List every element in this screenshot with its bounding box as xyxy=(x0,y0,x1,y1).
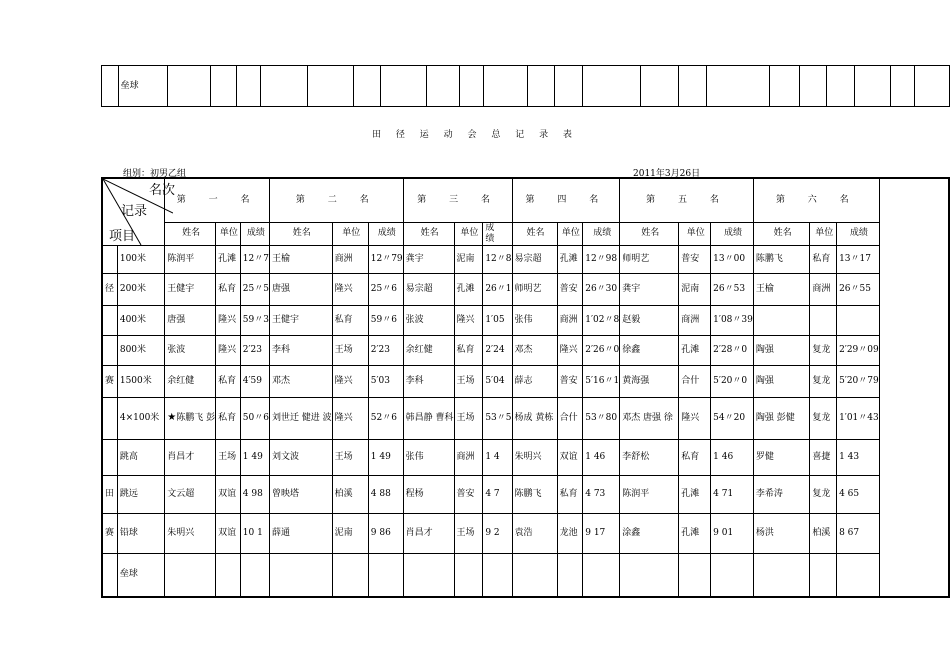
rank-1-name-cell: 文云超 xyxy=(165,475,216,513)
rank-1-name-cell: 朱明兴 xyxy=(165,513,216,553)
col-name-header: 姓名 xyxy=(620,222,679,245)
rank-2-name-cell: 曾映塔 xyxy=(269,475,332,513)
category-cell xyxy=(102,245,117,273)
athlete-name: 陈鹏飞 彭 xyxy=(176,413,216,423)
corner-record-label: 记录 xyxy=(121,204,148,219)
rank-2-unit-cell: 柏溪 xyxy=(332,475,368,513)
rank-5-unit-cell xyxy=(679,553,711,597)
rank-2-name-cell: 刘世迁 健进 波 xyxy=(269,397,332,439)
rank-1-score-cell: 12〃7 xyxy=(240,245,269,273)
rank-6-unit-cell xyxy=(810,553,837,597)
rank-5-unit-cell: 孔滩 xyxy=(679,513,711,553)
rank-3-unit-cell: 商洲 xyxy=(454,439,483,475)
rank-5-name-cell: 龚宇 xyxy=(620,273,679,305)
rank-1-name-cell: 唐强 xyxy=(165,305,216,335)
rank-5-score-cell: 2′28〃0 xyxy=(711,335,754,365)
rank-2-name-cell: 唐强 xyxy=(269,273,332,305)
table-row xyxy=(102,475,949,513)
rank-1-unit-cell: 私育 xyxy=(216,397,241,439)
col-name-header: 姓名 xyxy=(403,222,454,245)
rank-1-score-cell xyxy=(240,553,269,597)
rank-3-score-cell: 12〃8 xyxy=(483,245,512,273)
rank-1-unit-cell: 私育 xyxy=(216,273,241,305)
rank-5-unit-cell: 孔滩 xyxy=(679,475,711,513)
rank-3-score-cell: 2′24 xyxy=(483,335,512,365)
rank-4-header: 第 四 名 xyxy=(512,178,620,222)
category-cell: 赛 xyxy=(102,513,117,553)
rank-5-name-cell: 李舒松 xyxy=(620,439,679,475)
col-name-header: 姓名 xyxy=(269,222,332,245)
rank-1-score-cell: 4 98 xyxy=(240,475,269,513)
page-title: 田 径 运 动 会 总 记 录 表 xyxy=(372,130,578,140)
rank-4-score-cell: 26〃30 xyxy=(583,273,620,305)
rank-2-name-cell: 刘文波 xyxy=(269,439,332,475)
rank-4-unit-cell: 普安 xyxy=(557,273,583,305)
rank-2-header: 第 二 名 xyxy=(269,178,403,222)
rank-6-unit-cell: 复龙 xyxy=(810,475,837,513)
category-cell xyxy=(102,397,117,439)
rank-2-score-cell: 59〃6 xyxy=(368,305,403,335)
event-cell: 4×100米 xyxy=(117,397,164,439)
rank-1-name-cell: 王健宇 xyxy=(165,273,216,305)
category-cell: 赛 xyxy=(102,365,117,397)
rank-3-score-cell: 53〃5 xyxy=(483,397,512,439)
corner-event-label: 项目 xyxy=(109,229,136,244)
rank-4-unit-cell: 合什 xyxy=(557,397,583,439)
table-row xyxy=(102,513,949,553)
col-score-header: 成 绩 xyxy=(483,222,512,245)
rank-2-score-cell: 12〃79 xyxy=(368,245,403,273)
group-label: 组别：初男乙组 xyxy=(123,169,187,179)
rank-6-score-cell xyxy=(837,305,880,335)
rank-4-score-cell: 53〃80 xyxy=(583,397,620,439)
rank-4-name-cell: 薛志 xyxy=(512,365,557,397)
rank-5-unit-cell: 私育 xyxy=(679,439,711,475)
col-unit-header: 单位 xyxy=(557,222,583,245)
rank-5-name-cell: 邓杰 唐强 徐 xyxy=(620,397,679,439)
table-row xyxy=(102,397,949,439)
rank-4-name-cell: 师明艺 xyxy=(512,273,557,305)
rank-5-name-cell: 涂鑫 xyxy=(620,513,679,553)
rank-1-header: 第 一 名 xyxy=(165,178,270,222)
rank-5-score-cell: 1 46 xyxy=(711,439,754,475)
rank-2-name-cell: 薛通 xyxy=(269,513,332,553)
table-row xyxy=(102,245,949,273)
rank-6-score-cell: 26〃55 xyxy=(837,273,880,305)
category-cell xyxy=(102,439,117,475)
rank-4-score-cell xyxy=(583,553,620,597)
table-row xyxy=(102,553,949,597)
rank-4-unit-cell: 隆兴 xyxy=(557,335,583,365)
rank-3-name-cell: 张伟 xyxy=(403,439,454,475)
rank-4-unit-cell: 双谊 xyxy=(557,439,583,475)
rank-3-unit-cell: 普安 xyxy=(454,475,483,513)
rank-3-score-cell: 9 2 xyxy=(483,513,512,553)
rank-4-score-cell: 2′26〃0 xyxy=(583,335,620,365)
event-cell: 垒球 xyxy=(117,553,164,597)
rank-6-name-cell: 陶强 xyxy=(753,335,809,365)
rank-6-score-cell: 1 43 xyxy=(837,439,880,475)
rank-3-score-cell: 1′05 xyxy=(483,305,512,335)
star-icon: ★ xyxy=(167,412,177,423)
col-unit-header: 单位 xyxy=(454,222,483,245)
rank-6-score-cell xyxy=(837,553,880,597)
rank-4-score-cell: 12〃98 xyxy=(583,245,620,273)
rank-6-name-cell: 杨洪 xyxy=(753,513,809,553)
rank-5-unit-cell: 孔滩 xyxy=(679,335,711,365)
rank-1-score-cell: 4′59 xyxy=(240,365,269,397)
event-cell: 跳高 xyxy=(117,439,164,475)
rank-3-unit-cell: 私育 xyxy=(454,335,483,365)
category-cell xyxy=(102,335,117,365)
rank-2-score-cell xyxy=(368,553,403,597)
rank-3-name-cell xyxy=(403,553,454,597)
category-cell: 田 xyxy=(102,475,117,513)
rank-1-unit-cell xyxy=(216,553,241,597)
rank-6-unit-cell: 商洲 xyxy=(810,273,837,305)
rank-6-name-cell: 陈鹏飞 xyxy=(753,245,809,273)
table-row xyxy=(102,305,949,335)
rank-3-unit-cell: 王场 xyxy=(454,365,483,397)
rank-3-score-cell: 26〃1 xyxy=(483,273,512,305)
rank-1-score-cell: 25〃5 xyxy=(240,273,269,305)
rank-3-name-cell: 程杨 xyxy=(403,475,454,513)
rank-2-unit-cell: 私育 xyxy=(332,305,368,335)
rank-4-score-cell: 5′16〃1 xyxy=(583,365,620,397)
rank-6-name-cell: 陶强 xyxy=(753,365,809,397)
rank-3-name-cell: 余红健 xyxy=(403,335,454,365)
event-cell: 铅球 xyxy=(117,513,164,553)
table-row xyxy=(102,273,949,305)
rank-3-unit-cell: 泥南 xyxy=(454,245,483,273)
rank-4-score-cell: 1 46 xyxy=(583,439,620,475)
rank-4-name-cell: 邓杰 xyxy=(512,335,557,365)
rank-1-unit-cell: 王场 xyxy=(216,439,241,475)
rank-5-name-cell xyxy=(620,553,679,597)
rank-1-unit-cell: 孔滩 xyxy=(216,245,241,273)
rank-6-score-cell: 2′29〃09 xyxy=(837,335,880,365)
rank-5-score-cell: 5′20〃0 xyxy=(711,365,754,397)
rank-3-name-cell: 易宗超 xyxy=(403,273,454,305)
corner-header xyxy=(102,178,176,245)
rank-6-name-cell: 李希涛 xyxy=(753,475,809,513)
rank-5-score-cell: 54〃20 xyxy=(711,397,754,439)
records-table xyxy=(101,177,950,598)
event-cell: 800米 xyxy=(117,335,164,365)
col-score-header: 成绩 xyxy=(583,222,620,245)
rank-2-score-cell: 2′23 xyxy=(368,335,403,365)
rank-5-unit-cell: 泥南 xyxy=(679,273,711,305)
rank-6-name-cell: 陶强 彭健 xyxy=(753,397,809,439)
rank-2-name-cell: 邓杰 xyxy=(269,365,332,397)
rank-1-unit-cell: 双谊 xyxy=(216,475,241,513)
col-name-header: 姓名 xyxy=(753,222,809,245)
col-score-header: 成绩 xyxy=(240,222,269,245)
rank-5-score-cell: 9 01 xyxy=(711,513,754,553)
rank-2-unit-cell: 商洲 xyxy=(332,245,368,273)
rank-1-unit-cell: 双谊 xyxy=(216,513,241,553)
rank-6-unit-cell: 喜捷 xyxy=(810,439,837,475)
table-row xyxy=(102,365,949,397)
rank-4-unit-cell: 商洲 xyxy=(557,305,583,335)
rank-3-unit-cell: 王场 xyxy=(454,513,483,553)
rank-5-unit-cell: 商洲 xyxy=(679,305,711,335)
rank-4-name-cell: 张伟 xyxy=(512,305,557,335)
column-header-row xyxy=(102,222,949,245)
table-row xyxy=(102,439,949,475)
rank-1-unit-cell: 隆兴 xyxy=(216,305,241,335)
date-label: 2011年3月26日 xyxy=(633,169,701,179)
previous-table-fragment xyxy=(101,65,950,107)
rank-2-unit-cell: 王场 xyxy=(332,335,368,365)
rank-6-name-cell: 罗健 xyxy=(753,439,809,475)
rank-1-score-cell: 2′23 xyxy=(240,335,269,365)
rank-5-unit-cell: 隆兴 xyxy=(679,397,711,439)
rank-6-unit-cell: 复龙 xyxy=(810,397,837,439)
rank-2-name-cell xyxy=(269,553,332,597)
col-unit-header: 单位 xyxy=(679,222,711,245)
rank-1-score-cell: 1 49 xyxy=(240,439,269,475)
rank-6-unit-cell: 私育 xyxy=(810,245,837,273)
rank-3-name-cell: 韩昌静 曹科 xyxy=(403,397,454,439)
event-cell: 垒球 xyxy=(118,66,167,107)
rank-1-name-cell: 余红健 xyxy=(165,365,216,397)
rank-6-name-cell xyxy=(753,305,809,335)
rank-3-score-cell: 4 7 xyxy=(483,475,512,513)
event-cell: 跳远 xyxy=(117,475,164,513)
corner-rank-label: 名次 xyxy=(149,183,176,198)
rank-3-name-cell: 肖昌才 xyxy=(403,513,454,553)
col-unit-header: 单位 xyxy=(216,222,241,245)
rank-2-name-cell: 李科 xyxy=(269,335,332,365)
rank-3-score-cell: 1 4 xyxy=(483,439,512,475)
col-name-header: 姓名 xyxy=(512,222,557,245)
rank-4-name-cell: 朱明兴 xyxy=(512,439,557,475)
rank-3-name-cell: 龚宇 xyxy=(403,245,454,273)
event-cell: 200米 xyxy=(117,273,164,305)
rank-2-name-cell: 王健宇 xyxy=(269,305,332,335)
rank-2-score-cell: 9 86 xyxy=(368,513,403,553)
rank-2-score-cell: 25〃6 xyxy=(368,273,403,305)
rank-1-name-cell: 陈润平 xyxy=(165,245,216,273)
rank-6-name-cell xyxy=(753,553,809,597)
rank-1-name-cell: 张波 xyxy=(165,335,216,365)
rank-6-header: 第 六 名 xyxy=(753,178,879,222)
rank-4-name-cell xyxy=(512,553,557,597)
col-score-header: 成绩 xyxy=(711,222,754,245)
rank-2-score-cell: 4 88 xyxy=(368,475,403,513)
rank-4-unit-cell: 孔滩 xyxy=(557,245,583,273)
rank-6-unit-cell xyxy=(810,305,837,335)
rank-4-score-cell: 1′02〃8 xyxy=(583,305,620,335)
category-cell xyxy=(102,553,117,597)
rank-3-unit-cell: 王场 xyxy=(454,397,483,439)
rank-6-score-cell: 1′01〃43 xyxy=(837,397,880,439)
rank-5-score-cell xyxy=(711,553,754,597)
rank-4-unit-cell: 私育 xyxy=(557,475,583,513)
rank-4-unit-cell xyxy=(557,553,583,597)
rank-2-unit-cell: 隆兴 xyxy=(332,273,368,305)
rank-6-score-cell: 5′20〃79 xyxy=(837,365,880,397)
rank-1-name-cell: 肖昌才 xyxy=(165,439,216,475)
rank-5-score-cell: 26〃53 xyxy=(711,273,754,305)
rank-3-unit-cell: 孔滩 xyxy=(454,273,483,305)
rank-2-score-cell: 52〃6 xyxy=(368,397,403,439)
rank-2-score-cell: 5′03 xyxy=(368,365,403,397)
col-score-header: 成绩 xyxy=(837,222,880,245)
rank-6-name-cell: 王榆 xyxy=(753,273,809,305)
rank-1-unit-cell: 隆兴 xyxy=(216,335,241,365)
col-name-header: 姓名 xyxy=(165,222,216,245)
rank-4-unit-cell: 龙池 xyxy=(557,513,583,553)
category-cell: 径 xyxy=(102,273,117,305)
rank-3-unit-cell xyxy=(454,553,483,597)
rank-2-score-cell: 1 49 xyxy=(368,439,403,475)
rank-5-score-cell: 4 71 xyxy=(711,475,754,513)
table-row xyxy=(102,335,949,365)
rank-3-header: 第 三 名 xyxy=(403,178,512,222)
rank-3-name-cell: 张波 xyxy=(403,305,454,335)
rank-2-unit-cell: 泥南 xyxy=(332,513,368,553)
rank-4-unit-cell: 普安 xyxy=(557,365,583,397)
event-cell: 1500米 xyxy=(117,365,164,397)
rank-4-score-cell: 4 73 xyxy=(583,475,620,513)
rank-1-unit-cell: 私育 xyxy=(216,365,241,397)
rank-5-score-cell: 1′08〃39 xyxy=(711,305,754,335)
event-cell: 400米 xyxy=(117,305,164,335)
col-unit-header: 单位 xyxy=(810,222,837,245)
col-unit-header: 单位 xyxy=(332,222,368,245)
col-score-header: 成绩 xyxy=(368,222,403,245)
rank-5-score-cell: 13〃00 xyxy=(711,245,754,273)
rank-6-score-cell: 13〃17 xyxy=(837,245,880,273)
rank-1-score-cell: 50〃6 xyxy=(240,397,269,439)
rank-5-header: 第 五 名 xyxy=(620,178,754,222)
table-row xyxy=(102,66,950,107)
rank-5-unit-cell: 普安 xyxy=(679,245,711,273)
rank-1-score-cell: 10 1 xyxy=(240,513,269,553)
event-cell: 100米 xyxy=(117,245,164,273)
rank-3-score-cell xyxy=(483,553,512,597)
rank-1-name-cell xyxy=(165,553,216,597)
rank-4-name-cell: 易宗超 xyxy=(512,245,557,273)
rank-6-unit-cell: 复龙 xyxy=(810,365,837,397)
rank-4-score-cell: 9 17 xyxy=(583,513,620,553)
category-cell xyxy=(102,305,117,335)
rank-5-name-cell: 赵毅 xyxy=(620,305,679,335)
rank-2-unit-cell: 隆兴 xyxy=(332,365,368,397)
rank-5-name-cell: 师明艺 xyxy=(620,245,679,273)
rank-1-name-cell xyxy=(165,397,216,439)
rank-6-unit-cell: 柏溪 xyxy=(810,513,837,553)
rank-3-name-cell: 李科 xyxy=(403,365,454,397)
rank-6-score-cell: 8 67 xyxy=(837,513,880,553)
rank-4-name-cell: 袁浩 xyxy=(512,513,557,553)
rank-4-name-cell: 杨成 黄栋 xyxy=(512,397,557,439)
rank-5-name-cell: 黄海强 xyxy=(620,365,679,397)
rank-5-name-cell: 陈润平 xyxy=(620,475,679,513)
rank-6-score-cell: 4 65 xyxy=(837,475,880,513)
rank-2-name-cell: 王榆 xyxy=(269,245,332,273)
rank-6-unit-cell: 复龙 xyxy=(810,335,837,365)
rank-2-unit-cell: 隆兴 xyxy=(332,397,368,439)
rank-5-unit-cell: 合什 xyxy=(679,365,711,397)
rank-3-score-cell: 5′04 xyxy=(483,365,512,397)
rank-4-name-cell: 陈鹏飞 xyxy=(512,475,557,513)
rank-2-unit-cell: 王场 xyxy=(332,439,368,475)
rank-5-name-cell: 徐鑫 xyxy=(620,335,679,365)
rank-1-score-cell: 59〃3 xyxy=(240,305,269,335)
rank-2-unit-cell xyxy=(332,553,368,597)
rank-3-unit-cell: 隆兴 xyxy=(454,305,483,335)
rank-header-row xyxy=(102,178,949,222)
